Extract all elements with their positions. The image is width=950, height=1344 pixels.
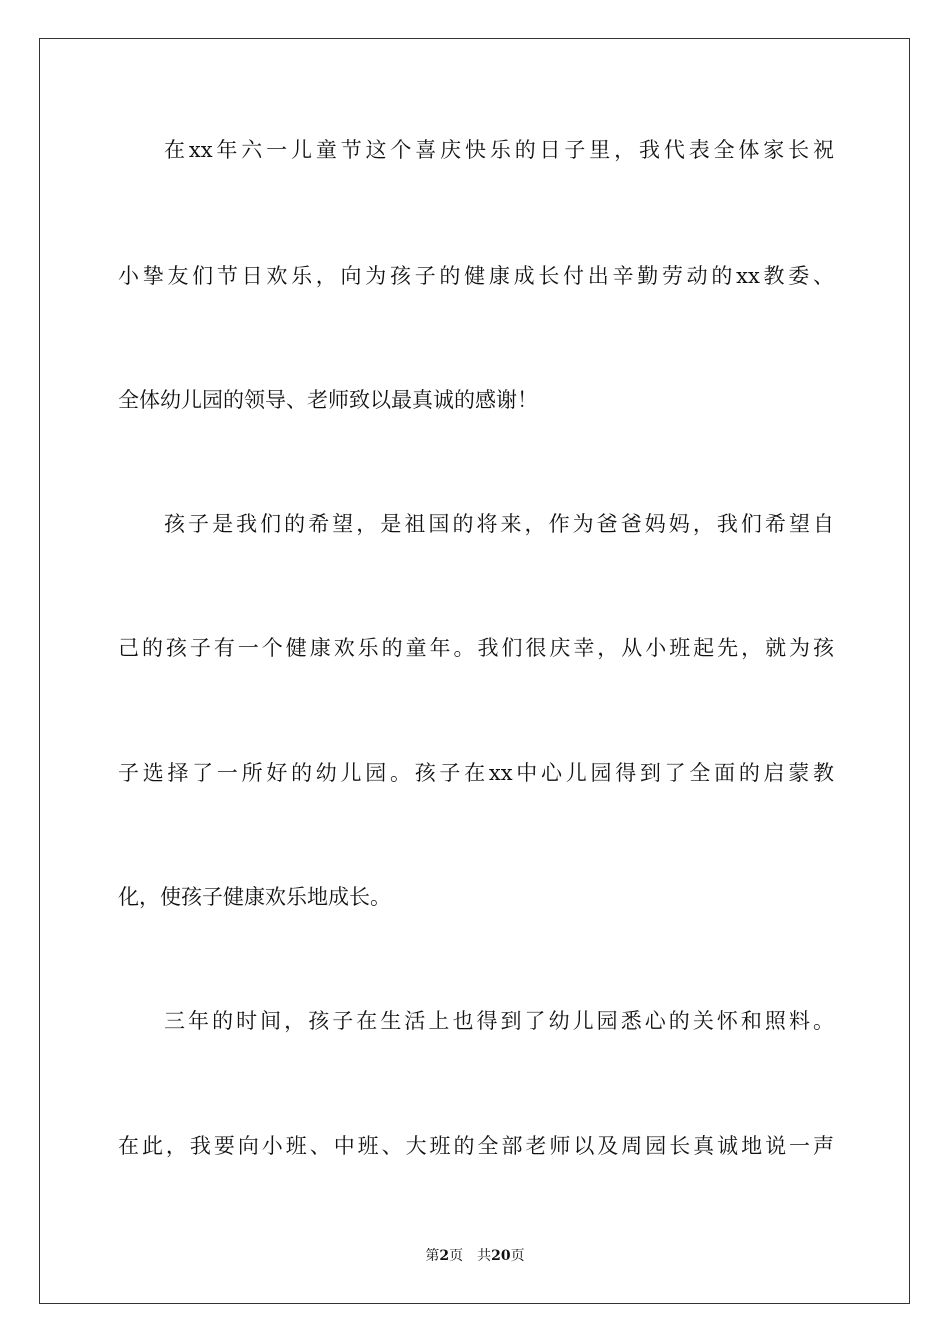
paragraph-2-line-2: 己的孩子有一个健康欢乐的童年。我们很庆幸，从小班起先，就为孩 xyxy=(118,636,834,660)
footer-page-suffix: 页 xyxy=(449,1248,464,1264)
paragraph-3-line-2: 在此，我要向小班、中班、大班的全部老师以及周园长真诚地说一声 xyxy=(118,1134,834,1158)
paragraph-1-line-1: 在xx年六一儿童节这个喜庆快乐的日子里，我代表全体家长祝 xyxy=(164,138,834,162)
footer-total-prefix: 共 xyxy=(477,1248,492,1264)
paragraph-2-line-1: 孩子是我们的希望，是祖国的将来，作为爸爸妈妈，我们希望自 xyxy=(164,512,834,536)
paragraph-2-line-3: 子选择了一所好的幼儿园。孩子在xx中心儿园得到了全面的启蒙教 xyxy=(118,761,834,785)
footer-page-prefix: 第 xyxy=(425,1248,440,1264)
paragraph-2-line-4: 化，使孩子健康欢乐地成长。 xyxy=(118,885,391,909)
footer-total-number: 20 xyxy=(491,1248,511,1264)
footer-total-suffix: 页 xyxy=(510,1248,525,1264)
paragraph-1-line-3: 全体幼儿园的领导、老师致以最真诚的感谢！ xyxy=(118,388,538,412)
page-footer xyxy=(0,1247,950,1265)
paragraph-1-line-2: 小挚友们节日欢乐，向为孩子的健康成长付出辛勤劳动的xx教委、 xyxy=(118,264,834,288)
page-border xyxy=(39,38,910,1304)
paragraph-3-line-1: 三年的时间，孩子在生活上也得到了幼儿园悉心的关怀和照料。 xyxy=(164,1009,834,1033)
footer-page-number: 2 xyxy=(439,1248,450,1264)
